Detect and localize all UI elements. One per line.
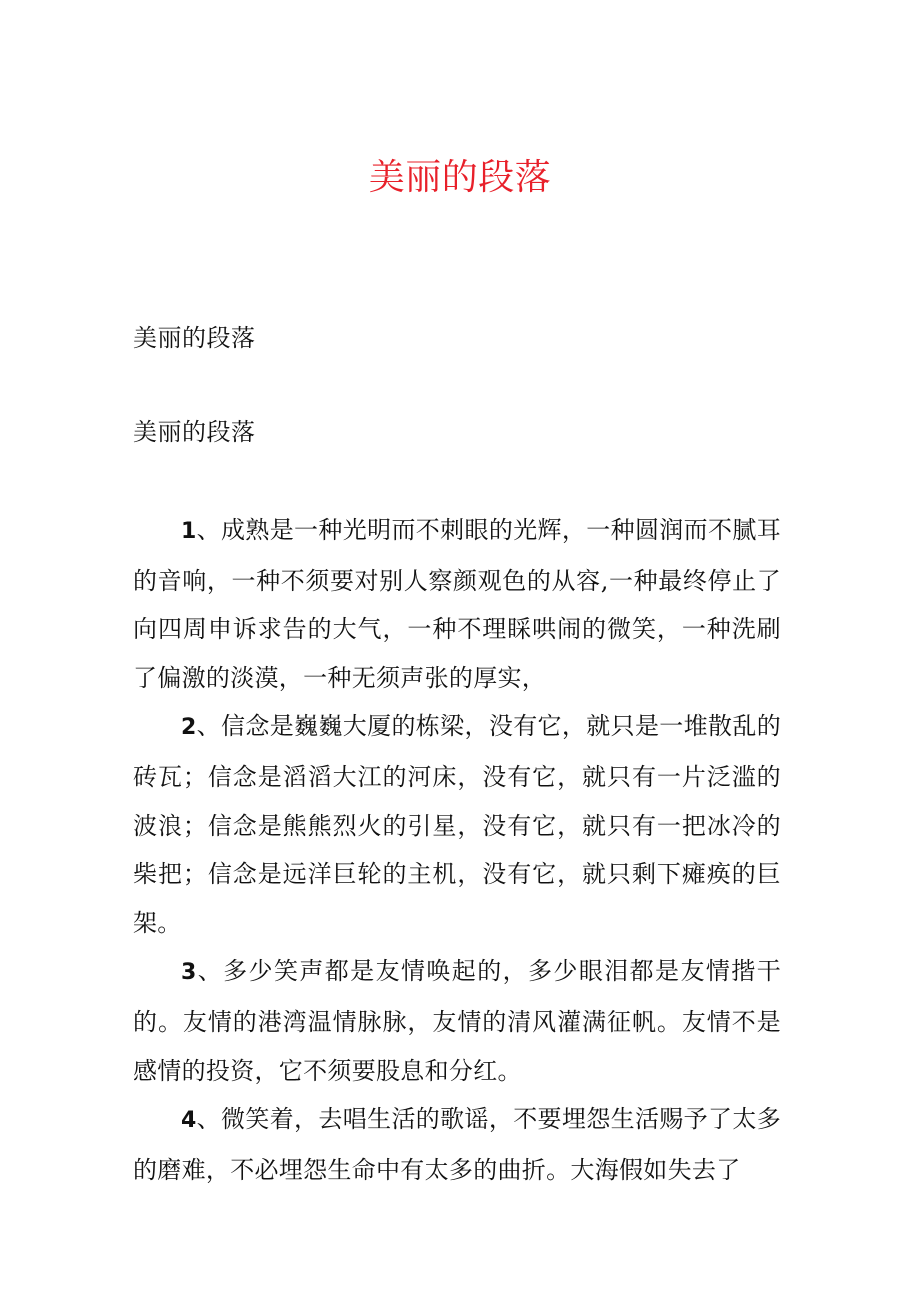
- paragraph-1: [133, 506, 781, 702]
- paragraph-text: 、成熟是一种光明而不刺眼的光辉，一种圆润而不腻耳的音响，一种不须要对别人察颜观色的从容,一种最终停止了向四周申诉求告的大气，一种不理睬哄闹的微笑，一种洗刷了偏激的淡漠，一种无须声张的厚实，: [133, 516, 781, 692]
- body-text: [133, 506, 781, 1194]
- paragraph-number: 3: [181, 960, 197, 986]
- paragraph-2: [133, 702, 781, 947]
- paragraph-number: 2: [181, 715, 197, 741]
- paragraph-text: 、多少笑声都是友情唤起的，多少眼泪都是友情揩干的。友情的港湾温情脉脉，友情的清风灌满征帆。友情不是感情的投资，它不须要股息和分红。: [133, 957, 781, 1085]
- paragraph-number: 4: [181, 1108, 197, 1134]
- section-heading-2: 美丽的段落: [133, 418, 256, 446]
- section-heading-1: 美丽的段落: [133, 324, 256, 352]
- paragraph-number: 1: [181, 519, 197, 544]
- paragraph-text: 、微笑着，去唱生活的歌谣，不要埋怨生活赐予了太多的磨难，不必埋怨生命中有太多的曲折。大海假如失去了: [133, 1105, 781, 1184]
- paragraph-text: 、信念是巍巍大厦的栋梁，没有它，就只是一堆散乱的砖瓦；信念是滔滔大江的河床，没有它，就只有一片泛滥的波浪；信念是熊熊烈火的引星，没有它，就只有一把冰冷的柴把；信念是远洋巨轮的主机，没有它，就只剩下瘫痪的巨架。: [133, 712, 781, 937]
- document-title: 美丽的段落: [368, 157, 552, 198]
- paragraph-3: [133, 947, 781, 1095]
- paragraph-4: [133, 1095, 781, 1194]
